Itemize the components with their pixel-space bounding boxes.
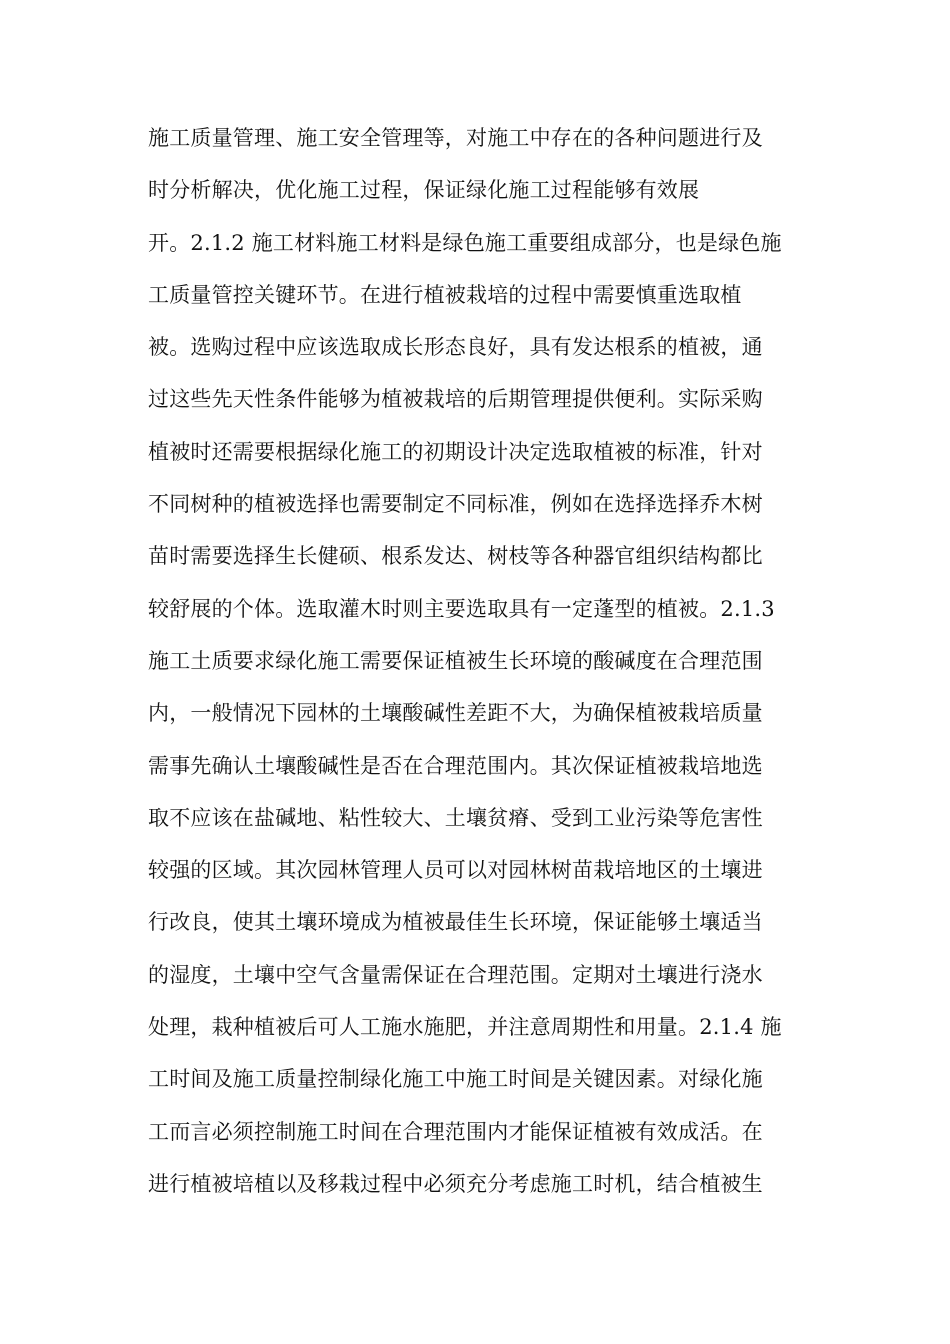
body-text (148, 118, 808, 1216)
text-line: 行改良，使其土壤环境成为植被最佳生长环境，保证能够土壤适当 (148, 910, 763, 935)
text-line: 进行植被培植以及移栽过程中必须充分考虑施工时机，结合植被生 (148, 1171, 763, 1196)
text-line: 工而言必须控制施工时间在合理范围内才能保证植被有效成活。在 (148, 1119, 763, 1144)
text-line: 过这些先天性条件能够为植被栽培的后期管理提供便利。实际采购 (148, 387, 763, 412)
text-line: 开。2.1.2 施工材料施工材料是绿色施工重要组成部分，也是绿色施 (148, 230, 782, 255)
text-line: 时分析解决，优化施工过程，保证绿化施工过程能够有效展 (148, 178, 700, 203)
text-line: 取不应该在盐碱地、粘性较大、土壤贫瘠、受到工业污染等危害性 (148, 805, 763, 830)
text-line: 处理，栽种植被后可人工施水施肥，并注意周期性和用量。2.1.4 施 (148, 1015, 782, 1040)
text-line: 施工质量管理、施工安全管理等，对施工中存在的各种问题进行及 (148, 126, 763, 150)
text-line: 施工土质要求绿化施工需要保证植被生长环境的酸碱度在合理范围 (148, 648, 763, 673)
text-line: 苗时需要选择生长健硕、根系发达、树枝等各种器官组织结构都比 (148, 544, 763, 569)
text-line: 较强的区域。其次园林管理人员可以对园林树苗栽培地区的土壤进 (148, 858, 763, 883)
text-line: 植被时还需要根据绿化施工的初期设计决定选取植被的标准，针对 (148, 439, 763, 464)
text-line: 需事先确认土壤酸碱性是否在合理范围内。其次保证植被栽培地选 (148, 753, 763, 778)
text-line: 较舒展的个体。选取灌木时则主要选取具有一定蓬型的植被。2.1.3 (148, 596, 775, 621)
text-line: 工时间及施工质量控制绿化施工中施工时间是关键因素。对绿化施 (148, 1067, 763, 1092)
text-line: 被。选购过程中应该选取成长形态良好，具有发达根系的植被，通 (148, 335, 763, 360)
text-line: 工质量管控关键环节。在进行植被栽培的过程中需要慎重选取植 (148, 282, 742, 307)
text-line: 不同树种的植被选择也需要制定不同标准，例如在选择选择乔木树 (148, 492, 763, 517)
text-line: 内，一般情况下园林的土壤酸碱性差距不大，为确保植被栽培质量 (148, 701, 763, 726)
text-line: 的湿度，土壤中空气含量需保证在合理范围。定期对土壤进行浇水 (148, 962, 763, 987)
